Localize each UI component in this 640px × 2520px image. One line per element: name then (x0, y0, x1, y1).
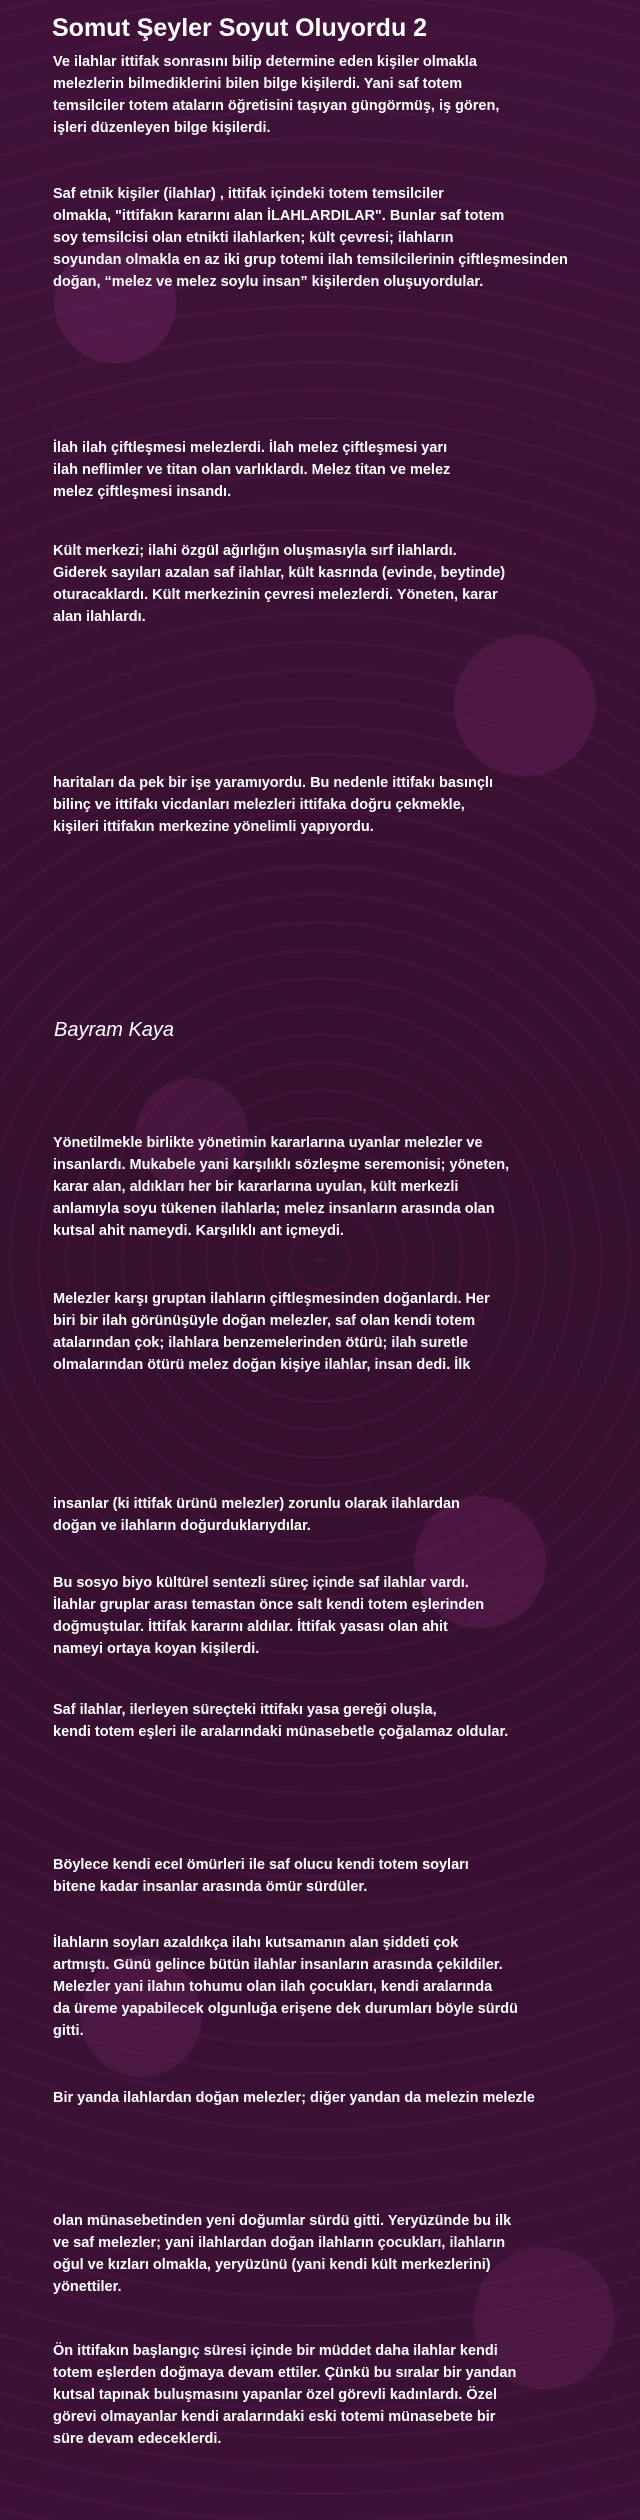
author-signature: Bayram Kaya (54, 1019, 175, 1041)
paragraph-text: Böylece kendi ecel ömürleri ile saf olucu kendi totem soyları bitene kadar insanlar arasında ömür sürdüler. (53, 1857, 469, 1895)
paragraph-7 (53, 1288, 633, 1376)
paragraph-text: Kült merkezi; ilahi özgül ağırlığın oluşmasıyla sırf ilahlardı. Giderek sayıları azalan saf ilahlar, kült kasrında (evinde, beytinde) oturacaklardı. Kült merkezinin çevresi melezlerdi. Yöneten, karar alan ilahlardı. (53, 543, 506, 625)
paragraph-text: olan münasebetinden yeni doğumlar sürdü gitti. Yeryüzünde bu ilk ve saf melezler; yani ilahlardan doğan ilahların çocukları, ilahların oğul ve kızları olmakla, yeryüzünü (yani kendi kült merkezlerini) yönettiler. (53, 2213, 512, 2295)
paragraph-11 (53, 1854, 633, 1898)
paragraph-text: İlah ilah çiftleşmesi melezlerdi. İlah melez çiftleşmesi yarı ilah neflimler ve titan olan varlıklardı. Melez titan ve melez melez çiftleşmesi insandı. (53, 440, 451, 500)
paragraph-10 (53, 1699, 633, 1743)
paragraph-text: Saf ilahlar, ilerleyen süreçteki ittifakı yasa gereği oluşla, kendi totem eşleri ile aralarındaki münasebetle çoğalamaz oldular. (53, 1702, 509, 1740)
paragraph-5 (53, 772, 633, 838)
paragraph-text: Ve ilahlar ittifak sonrasını bilip determine eden kişiler olmakla melezlerin bilmediklerini bilen bilge kişilerdi. Yani saf totem temsilciler totem ataların öğretisini taşıyan güngörmüş, iş gören, işleri düzenleyen bilge kişilerdi. (53, 54, 500, 136)
paragraph-text: Bu sosyo biyo kültürel sentezli süreç içinde saf ilahlar vardı. İlahlar gruplar arası temastan önce salt kendi totem eşlerinden doğmuştular. İttifak kararını aldılar. İttifak yasası olan ahit nameyi ortaya koyan kişilerdi. (53, 1575, 485, 1657)
paragraph-text: insanlar (ki ittifak ürünü melezler) zorunlu olarak ilahlardan doğan ve ilahların doğurduklarıydılar. (53, 1496, 460, 1534)
paragraph-text: Bir yanda ilahlardan doğan melezler; diğer yandan da melezin melezle (53, 2090, 535, 2106)
paragraph-4 (53, 540, 633, 628)
paragraph-text: Saf etnik kişiler (ilahlar) , ittifak içindeki totem temsilciler olmakla, "ittifakın kararını alan İLAHLARDILAR". Bunlar saf totem soy temsilcisi olan etnikti ilahlarken; kült çevresi; ilahların soyundan olmakla en az iki grup totemi ilah temsilcilerinin çiftleşmesinden doğan, “melez ve melez soylu insan” kişilerden oluşuyordular. (53, 186, 568, 290)
article-title: Somut Şeyler Soyut Oluyordu 2 (52, 14, 428, 42)
paragraph-text: Yönetilmekle birlikte yönetimin kararlarına uyanlar melezler ve insanlardı. Mukabele yani karşılıklı sözleşme seremonisi; yöneten, karar alan, aldıkları her bir kararlarına uyulan, kült merkezli anlamıyla soyu tükenen ilahlarla; melez insanların arasında olan kutsal ahit nameydi. Karşılıklı ant içmeydi. (53, 1135, 510, 1239)
paragraph-13 (53, 2087, 633, 2109)
paragraph-text: Ön ittifakın başlangıç süresi içinde bir müddet daha ilahlar kendi totem eşlerden doğmaya devam ettiler. Çünkü bu sıralar bir yandan kutsal tapınak buluşmasını yapanlar özel görevli kadınlardı. Özel görevi olmayanlar kendi aralarındaki eski totemi münasebete bir süre devam edeceklerdi. (53, 2343, 517, 2447)
paragraph-text: İlahların soyları azaldıkça ilahı kutsamanın alan şiddeti çok artmıştı. Günü gelince bütün ilahlar insanların arasında çekildiler. Melezler yani ilahın tohumu olan ilah çocukları, kendi aralarında da üreme yapabilecek olgunluğa erişene dek durumları böyle sürdü gitti. (53, 1935, 518, 2039)
paragraph-15 (53, 2340, 633, 2450)
paragraph-14 (53, 2210, 633, 2298)
paragraph-12 (53, 1932, 633, 2042)
paragraph-3 (53, 437, 633, 503)
paragraph-8 (53, 1493, 633, 1537)
paragraph-text: Melezler karşı gruptan ilahların çiftleşmesinden doğanlardı. Her biri bir ilah görünüşüyle doğan melezler, saf olan kendi totem atalarından çok; ilahlara benzemelerinden ötürü; ilah suretle olmalarından ötürü melez doğan kişiye ilahlar, insan dedi. İlk (53, 1291, 490, 1373)
paragraph-6 (53, 1132, 633, 1242)
paragraph-9 (53, 1572, 633, 1660)
paragraph-text: haritaları da pek bir işe yaramıyordu. Bu nedenle ittifakı basınçlı bilinç ve ittifakı vicdanları melezleri ittifaka doğru çekmekle, kişileri ittifakın merkezine yönelimli yapıyordu. (53, 775, 493, 835)
paragraph-1 (53, 51, 633, 139)
paragraph-2 (53, 183, 633, 293)
